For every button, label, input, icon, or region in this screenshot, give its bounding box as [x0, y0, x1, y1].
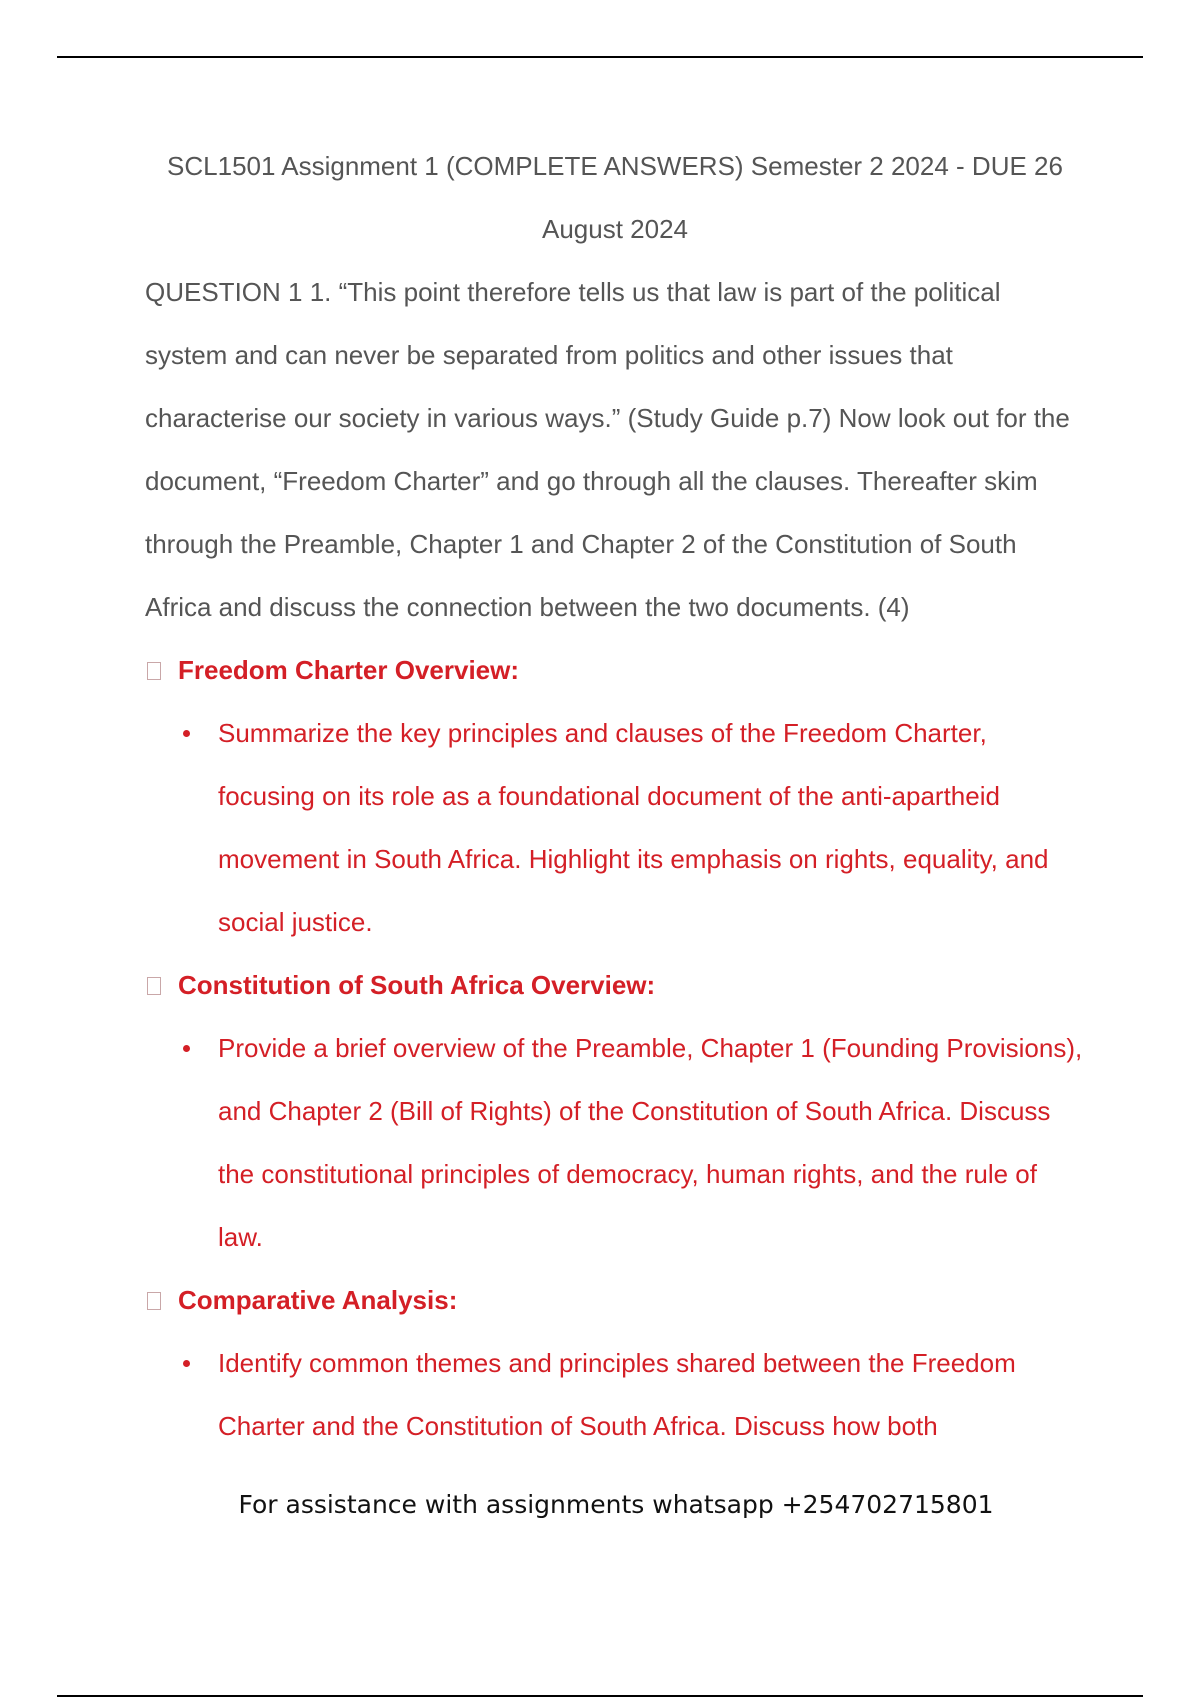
document-title: SCL1501 Assignment 1 (COMPLETE ANSWERS) Semester 2 2024 - DUE 26 August 2024 [167, 151, 1063, 244]
list-item-text: Provide a brief overview of the Preamble, Chapter 1 (Founding Provisions), and Chapter 2 (Bill of Rights) of the Constitution of South Africa. Discuss the constitutional principles of democracy, human rights, and the rule of law. [218, 1033, 1083, 1252]
document-body [145, 135, 1085, 1458]
bullet-icon [183, 1360, 190, 1367]
section-heading-label: Freedom Charter Overview: [178, 655, 520, 685]
checkbox-icon [147, 977, 161, 995]
section-heading [145, 1269, 1085, 1332]
section-heading [145, 639, 1085, 702]
list-item [145, 1017, 1085, 1269]
section-heading-label: Comparative Analysis: [178, 1285, 458, 1315]
section-constitution [145, 954, 1085, 1269]
footer-contact: For assistance with assignments whatsapp +254702715801 [238, 1490, 994, 1519]
section-heading-label: Constitution of South Africa Overview: [178, 970, 656, 1000]
section-comparative [145, 1269, 1085, 1458]
list-item [145, 1332, 1085, 1458]
section-freedom-charter [145, 639, 1085, 954]
list-item-text: Identify common themes and principles shared between the Freedom Charter and the Constitution of South Africa. Discuss how both [218, 1348, 1016, 1441]
top-rule [57, 56, 1143, 58]
section-heading [145, 954, 1085, 1017]
bullet-icon [183, 1045, 190, 1052]
checkbox-icon [147, 1292, 161, 1310]
bottom-rule [57, 1695, 1143, 1697]
list-item-text: Summarize the key principles and clauses of the Freedom Charter, focusing on its role as a foundational document of the anti-apartheid movement in South Africa. Highlight its emphasis on rights, equality, and social justice. [218, 718, 1049, 937]
list-item [145, 702, 1085, 954]
question-text: QUESTION 1 1. “This point therefore tells us that law is part of the political system and can never be separated from politics and other issues that characterise our society in various ways.” (Study Guide p.7) Now look out for the document, “Freedom Charter” and go through all the clauses. Thereafter skim through the Preamble, Chapter 1 and Chapter 2 of the Constitution of South Africa and discuss the connection between the two documents. (4) [145, 277, 1070, 622]
bullet-icon [183, 730, 190, 737]
checkbox-icon [147, 662, 161, 680]
